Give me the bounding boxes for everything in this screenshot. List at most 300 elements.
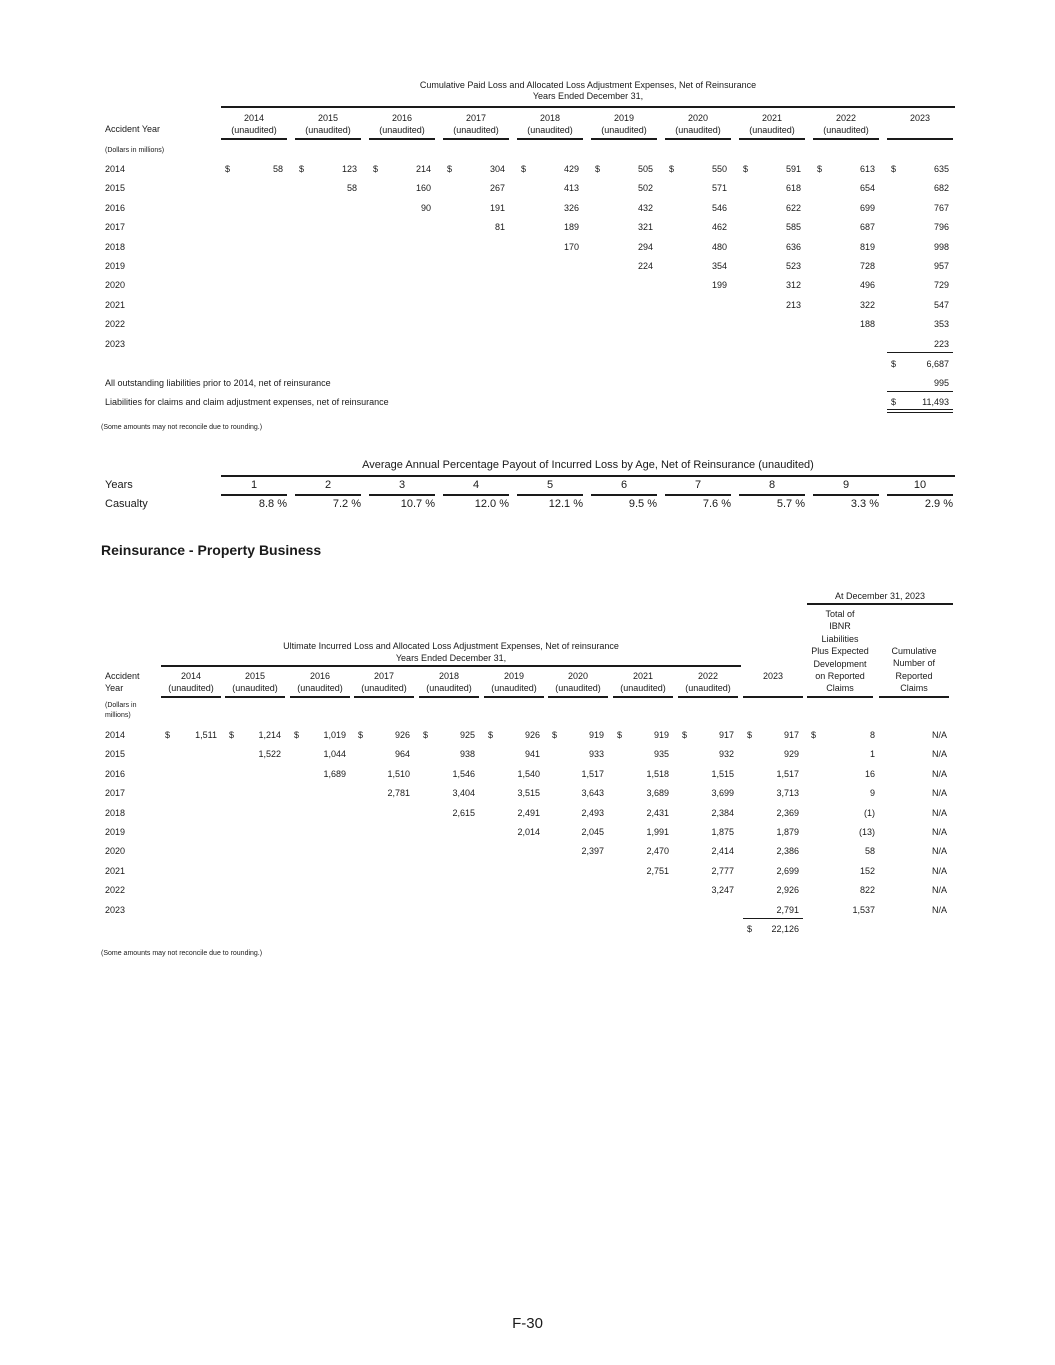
- col-header-rule: [517, 138, 583, 140]
- cell-value: 2,493: [581, 807, 604, 818]
- cell-value: 2,397: [581, 846, 604, 857]
- claims-cell: [879, 730, 949, 742]
- cell-value: 58: [272, 164, 283, 174]
- col-note: (unaudited): [453, 125, 499, 135]
- ibnr-value: 8: [869, 730, 875, 740]
- table-cell: [678, 885, 738, 897]
- table-cell: [887, 203, 953, 215]
- table-cell: [354, 788, 414, 800]
- cell-value: 618: [785, 183, 801, 194]
- cell-value: 571: [711, 183, 727, 194]
- cell-value: 1,510: [387, 768, 410, 779]
- table-row: [101, 765, 955, 784]
- table-cell: [743, 769, 803, 781]
- cell-value: 432: [637, 202, 653, 213]
- row-year: 2017: [105, 788, 126, 799]
- dollar-sign: $: [817, 164, 823, 174]
- incurred-total-rule: [743, 918, 803, 919]
- table-cell: [548, 730, 608, 742]
- claims-header: [881, 645, 947, 695]
- cell-value: 687: [859, 222, 875, 233]
- table-cell: [743, 808, 803, 820]
- table-cell: [369, 164, 435, 176]
- payout-value: 3.3 %: [850, 498, 879, 510]
- dollar-sign: $: [165, 730, 171, 740]
- table-cell: [813, 164, 879, 176]
- table-cell: [743, 730, 803, 742]
- table-cell: [548, 788, 608, 800]
- paid-col-header-2017: [443, 112, 509, 136]
- table-cell: [484, 749, 544, 761]
- col-note: (unaudited): [232, 683, 278, 693]
- table-cell: [443, 203, 509, 215]
- age-rule: [517, 494, 583, 496]
- table-cell: [161, 730, 221, 742]
- table-row: [101, 218, 955, 237]
- cell-value: 933: [588, 749, 604, 760]
- table-cell: [419, 730, 479, 742]
- table-cell: [613, 808, 673, 820]
- incurred-col-header-2018: [419, 670, 479, 694]
- cell-value: 353: [933, 319, 949, 330]
- table-cell: [295, 183, 361, 195]
- col-header-rule: [290, 696, 350, 698]
- table-cell: [678, 866, 738, 878]
- cell-value: 2,777: [711, 865, 734, 876]
- claims-header-line: Cumulative: [891, 646, 937, 656]
- ibnr-header-line: Plus Expected: [811, 646, 869, 657]
- table-cell: [548, 808, 608, 820]
- col-header-rule: [221, 138, 287, 140]
- liabilities-label: Liabilities for claims and claim adjustment expenses, net of reinsurance: [105, 397, 389, 407]
- table-cell: [225, 749, 285, 761]
- cell-value: 1,515: [711, 768, 734, 779]
- table-cell: [613, 730, 673, 742]
- ibnr-rule: [807, 696, 873, 698]
- table-cell: [295, 164, 361, 176]
- claims-header-line: Number of: [892, 658, 936, 669]
- col-year: 2015: [317, 113, 339, 123]
- cell-value: 547: [933, 299, 949, 310]
- table-cell: [813, 300, 879, 312]
- table-row: [101, 745, 955, 764]
- table-cell: [221, 164, 287, 176]
- at-date-header: At December 31, 2023: [834, 591, 926, 601]
- table-cell: [743, 827, 803, 839]
- cell-value: 926: [394, 730, 410, 740]
- dollar-sign: $: [747, 924, 753, 934]
- ibnr-header-line: Claims: [826, 683, 854, 694]
- cell-value: 2,781: [387, 788, 410, 799]
- table-cell: [290, 749, 350, 761]
- accident-year-label: Accident Year: [105, 124, 161, 134]
- table-row: [101, 257, 955, 276]
- cell-value: 929: [783, 749, 799, 760]
- row-year: 2015: [105, 183, 126, 194]
- cell-value: 1,875: [711, 827, 734, 837]
- col-header-rule: [484, 696, 544, 698]
- col-header-rule: [369, 138, 435, 140]
- cell-value: 925: [459, 730, 475, 740]
- dollar-sign: $: [423, 730, 429, 740]
- cell-value: 160: [415, 183, 431, 194]
- ibnr-cell: [807, 905, 877, 917]
- table-cell: [887, 261, 953, 273]
- table-cell: [548, 827, 608, 839]
- table-cell: [484, 788, 544, 800]
- cell-value: 1,511: [195, 730, 217, 740]
- cell-value: 819: [859, 241, 875, 252]
- cell-value: 2,431: [646, 807, 669, 818]
- ibnr-header-line: Liabilities: [821, 633, 859, 644]
- cell-value: 189: [563, 222, 579, 233]
- paid-col-header-2018: [517, 112, 583, 136]
- prior-liabilities-row: [101, 374, 955, 393]
- col-header-rule: [887, 138, 953, 140]
- age-rule: [443, 494, 509, 496]
- claims-value: N/A: [931, 846, 947, 857]
- table-cell: [613, 866, 673, 878]
- row-year: 2014: [105, 164, 126, 174]
- ibnr-cell: [807, 866, 877, 878]
- cell-value: 941: [524, 749, 540, 760]
- table-cell: [739, 242, 805, 254]
- paid-col-header-2019: [591, 112, 657, 136]
- cell-value: 321: [637, 222, 653, 233]
- table-row: [101, 160, 955, 179]
- claims-value: N/A: [931, 865, 947, 876]
- table-cell: [739, 164, 805, 176]
- table-cell: [613, 788, 673, 800]
- col-year: 2016: [391, 113, 413, 123]
- col-note: (unaudited): [426, 683, 472, 693]
- table-cell: [613, 846, 673, 858]
- cell-value: 622: [785, 202, 801, 213]
- section-heading: Reinsurance - Property Business: [101, 542, 322, 558]
- table-cell: [613, 769, 673, 781]
- cell-value: 2,369: [776, 807, 799, 818]
- ibnr-cell: [807, 730, 877, 742]
- col-note: (unaudited): [231, 125, 277, 135]
- paid-col-header-2015: [295, 112, 361, 136]
- payout-value: 8.8 %: [258, 498, 287, 510]
- claims-header-line: Reported: [895, 670, 933, 681]
- cell-value: 2,699: [776, 865, 799, 876]
- age-header: 5: [546, 479, 554, 491]
- table-row: [101, 804, 955, 823]
- dollar-sign: $: [447, 164, 453, 174]
- table-cell: [419, 788, 479, 800]
- row-year: 2023: [105, 338, 126, 349]
- dollar-sign: $: [552, 730, 558, 740]
- age-header: 3: [398, 479, 406, 491]
- liabilities-value: 11,493: [922, 397, 949, 407]
- ibnr-value: 9: [869, 788, 875, 799]
- cell-value: 90: [420, 202, 431, 213]
- age-header: 1: [250, 479, 258, 491]
- table-row: [101, 726, 955, 745]
- dollar-sign: $: [521, 164, 527, 174]
- col-note: (unaudited): [685, 683, 731, 693]
- age-header: 10: [913, 479, 927, 491]
- table-cell: [739, 203, 805, 215]
- row-year: 2018: [105, 807, 126, 818]
- dollar-sign: $: [488, 730, 494, 740]
- table-row: [101, 179, 955, 198]
- table-row: [101, 823, 955, 842]
- col-note: (unaudited): [749, 125, 795, 135]
- cell-value: 2,751: [646, 865, 669, 876]
- paid-table-title: [221, 80, 955, 102]
- cell-value: 1,214: [258, 730, 281, 740]
- cell-value: 58: [346, 183, 357, 194]
- row-year: 2020: [105, 280, 126, 291]
- table-cell: [665, 261, 731, 273]
- cell-value: 550: [711, 164, 727, 174]
- cell-value: 682: [933, 183, 949, 194]
- table-cell: [887, 280, 953, 292]
- cell-value: 1,546: [452, 768, 475, 779]
- age-header: 6: [620, 479, 628, 491]
- col-header-rule: [295, 138, 361, 140]
- cell-value: 636: [785, 241, 801, 252]
- col-year: 2018: [438, 671, 460, 681]
- table-cell: [665, 183, 731, 195]
- claims-value: N/A: [931, 788, 947, 799]
- cell-value: 312: [785, 280, 801, 291]
- cell-value: 480: [711, 241, 727, 252]
- col-year: 2014: [243, 113, 265, 123]
- table-cell: [484, 808, 544, 820]
- col-year: 2015: [244, 671, 266, 681]
- cell-value: 957: [933, 261, 949, 271]
- table-cell: [517, 222, 583, 234]
- liabilities-double-rule: [887, 409, 953, 413]
- prior-liabilities-label: All outstanding liabilities prior to 2014, net of reinsurance: [105, 378, 331, 388]
- table-cell: [591, 222, 657, 234]
- cell-value: 3,699: [711, 788, 734, 799]
- claims-cell: [879, 885, 949, 897]
- incurred-col-header-2020: [548, 670, 608, 694]
- col-year: 2021: [632, 671, 654, 681]
- cell-value: 326: [563, 202, 579, 213]
- cell-value: 796: [933, 222, 949, 233]
- dollar-sign: $: [811, 730, 817, 740]
- table-cell: [678, 769, 738, 781]
- incurred-col-header-2022: [678, 670, 738, 694]
- dollars-note: (Dollars in millions): [105, 147, 165, 154]
- row-year: 2023: [105, 904, 126, 915]
- cell-value: 496: [859, 280, 875, 291]
- incurred-title-line2: Years Ended December 31,: [395, 653, 507, 663]
- claims-rule: [879, 696, 949, 698]
- col-header-rule: [225, 696, 285, 698]
- table-cell: [813, 319, 879, 331]
- incurred-title-rule: [161, 665, 741, 667]
- age-rule: [591, 494, 657, 496]
- cell-value: 699: [859, 202, 875, 213]
- cell-value: 2,491: [517, 807, 540, 818]
- cell-value: 224: [637, 261, 653, 271]
- table-cell: [665, 280, 731, 292]
- cell-value: 3,404: [452, 788, 475, 799]
- col-note: (unaudited): [823, 125, 869, 135]
- table-cell: [813, 222, 879, 234]
- table-cell: [739, 261, 805, 273]
- age-rule: [739, 494, 805, 496]
- table-cell: [743, 749, 803, 761]
- table-cell: [887, 222, 953, 234]
- col-year: 2017: [465, 113, 487, 123]
- table-cell: [591, 164, 657, 176]
- table-cell: [887, 319, 953, 331]
- cell-value: 1,518: [646, 768, 669, 779]
- incurred-total-value: 22,126: [771, 924, 799, 934]
- ibnr-value: 1: [869, 749, 875, 760]
- age-rule: [887, 494, 953, 496]
- cell-value: 3,689: [646, 788, 669, 799]
- cell-value: 998: [933, 241, 949, 252]
- col-note: (unaudited): [168, 683, 214, 693]
- table-cell: [743, 788, 803, 800]
- claims-value: N/A: [931, 885, 947, 896]
- table-cell: [548, 769, 608, 781]
- table-row: [101, 238, 955, 257]
- ibnr-cell: [807, 788, 877, 800]
- table-cell: [443, 222, 509, 234]
- age-header: 7: [694, 479, 702, 491]
- table-row: [101, 784, 955, 803]
- dollar-sign: $: [682, 730, 688, 740]
- incurred-col-header-2019: [484, 670, 544, 694]
- cell-value: 917: [783, 730, 799, 740]
- table-cell: [739, 280, 805, 292]
- age-rule: [221, 494, 287, 496]
- col-header-rule: [443, 138, 509, 140]
- dollar-sign: $: [891, 164, 897, 174]
- col-note: (unaudited): [601, 125, 647, 135]
- claims-value: N/A: [931, 749, 947, 760]
- cell-value: 938: [459, 749, 475, 760]
- ibnr-cell: [807, 808, 877, 820]
- cell-value: 964: [394, 749, 410, 760]
- age-rule: [295, 494, 361, 496]
- claims-header-line: Claims: [900, 683, 928, 694]
- incurred-total-row: [101, 920, 955, 939]
- age-header: 4: [472, 479, 480, 491]
- table-cell: [484, 730, 544, 742]
- cell-value: 354: [711, 261, 727, 271]
- dollar-sign: $: [743, 164, 749, 174]
- claims-value: N/A: [931, 807, 947, 818]
- payout-value: 12.1 %: [548, 498, 583, 510]
- ibnr-header-line: Total of: [825, 609, 855, 619]
- row-year: 2022: [105, 885, 126, 896]
- accident-year-label-2: [105, 670, 140, 694]
- col-year: 2023: [762, 671, 784, 681]
- col-header-rule: [419, 696, 479, 698]
- cell-value: 214: [415, 164, 431, 174]
- table-cell: [678, 730, 738, 742]
- table-cell: [591, 203, 657, 215]
- table-cell: [517, 183, 583, 195]
- table-cell: [419, 749, 479, 761]
- col-year: 2022: [697, 671, 719, 681]
- cell-value: 191: [489, 202, 505, 213]
- ibnr-value: 152: [859, 865, 875, 876]
- table-row: [101, 315, 955, 334]
- row-year: 2020: [105, 846, 126, 857]
- cell-value: 3,713: [776, 788, 799, 799]
- claims-cell: [879, 866, 949, 878]
- cell-value: 1,879: [776, 827, 799, 837]
- table-row: [101, 862, 955, 881]
- col-note: (unaudited): [305, 125, 351, 135]
- row-year: 2016: [105, 768, 126, 779]
- incurred-title-line1: Ultimate Incurred Loss and Allocated Loss Adjustment Expenses, Net of reinsurance: [283, 641, 619, 651]
- cell-value: 322: [859, 299, 875, 310]
- dollar-sign: $: [294, 730, 300, 740]
- row-year: 2022: [105, 319, 126, 330]
- table-cell: [443, 164, 509, 176]
- row-year: 2019: [105, 827, 126, 837]
- claims-cell: [879, 905, 949, 917]
- table-cell: [548, 846, 608, 858]
- table-cell: [354, 730, 414, 742]
- col-year: 2017: [373, 671, 395, 681]
- table-row: [101, 199, 955, 218]
- table-cell: [813, 242, 879, 254]
- table-cell: [548, 749, 608, 761]
- claims-cell: [879, 749, 949, 761]
- table-cell: [887, 183, 953, 195]
- col-year: 2014: [180, 671, 202, 681]
- total-cell: [887, 359, 953, 371]
- cell-value: 2,045: [581, 827, 604, 837]
- table-cell: [354, 769, 414, 781]
- table-row: [101, 842, 955, 861]
- col-header-rule: [743, 696, 803, 698]
- table-row: [101, 276, 955, 295]
- table-row: [101, 881, 955, 900]
- table-cell: [678, 846, 738, 858]
- dollar-sign: $: [299, 164, 305, 174]
- table-cell: [369, 203, 435, 215]
- dollars-note-line2: millions): [105, 712, 131, 719]
- table-cell: [887, 339, 953, 351]
- payout-value: 2.9 %: [924, 498, 953, 510]
- table-cell: [678, 808, 738, 820]
- table-cell: [517, 242, 583, 254]
- col-year: 2019: [503, 671, 525, 681]
- casualty-label: Casualty: [105, 498, 148, 510]
- paid-title-line2: Years Ended December 31,: [532, 91, 644, 101]
- cell-value: 729: [933, 280, 949, 291]
- table-cell: [887, 300, 953, 312]
- cell-value: 767: [933, 202, 949, 213]
- accident-label-line2: Year: [105, 683, 124, 693]
- cell-value: 613: [859, 164, 875, 174]
- table-cell: [591, 261, 657, 273]
- cell-value: 1,540: [517, 768, 540, 779]
- table-cell: [517, 203, 583, 215]
- col-year: 2022: [835, 113, 857, 123]
- table-cell: [419, 769, 479, 781]
- table-cell: [887, 242, 953, 254]
- table-cell: [290, 769, 350, 781]
- col-year: 2018: [539, 113, 561, 123]
- total-top-rule: [887, 352, 953, 353]
